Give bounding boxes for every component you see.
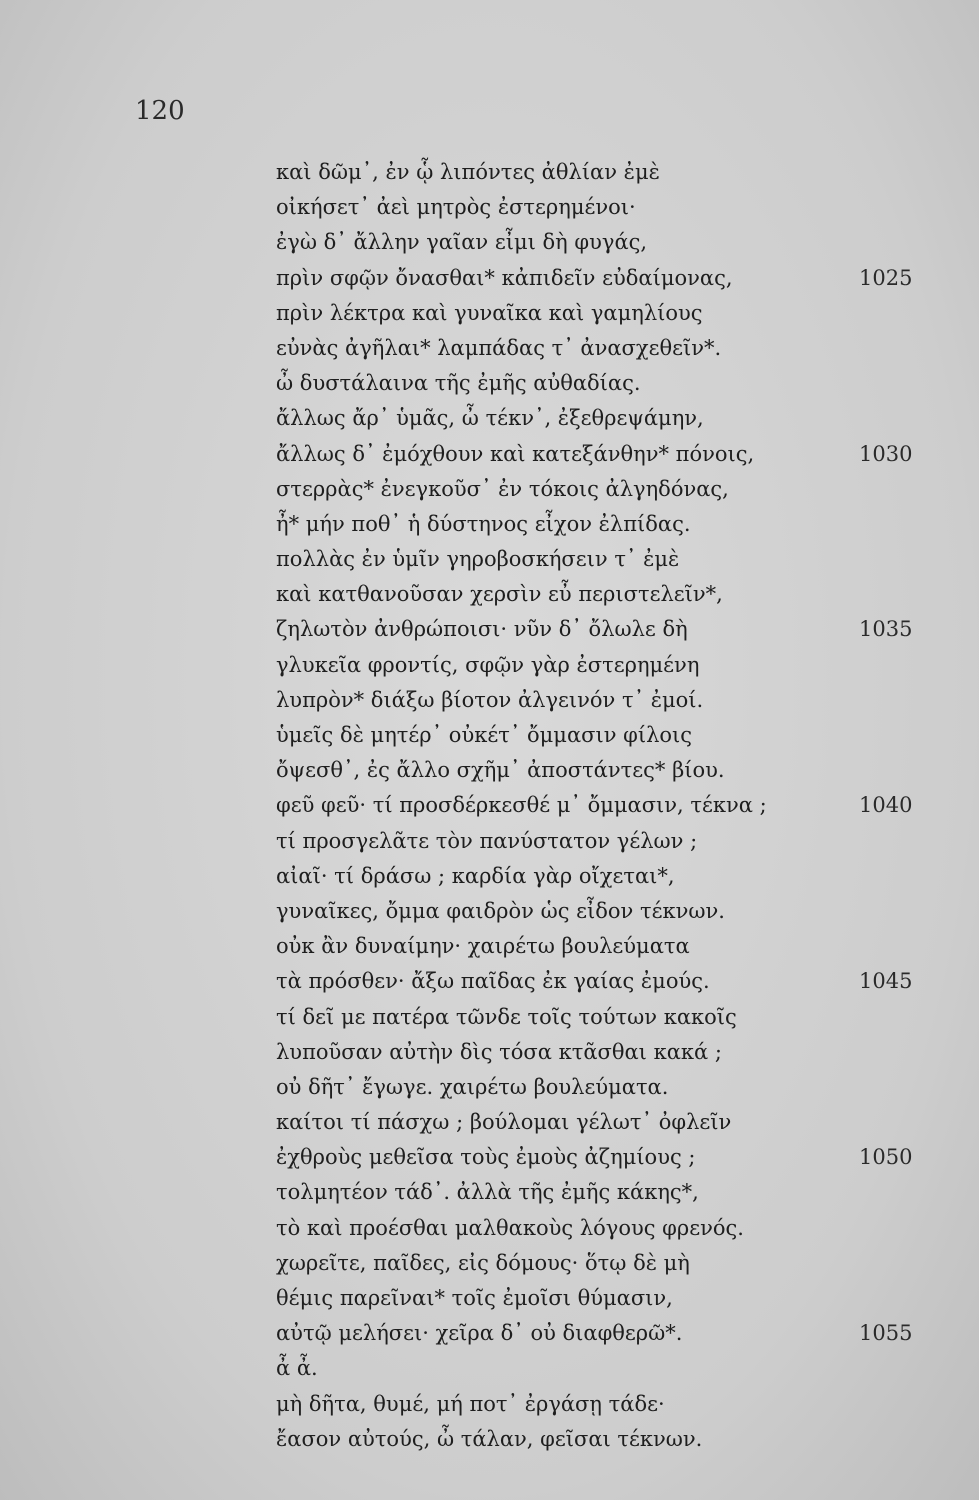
- verse-line: [276, 753, 936, 788]
- page-number: 120: [135, 96, 185, 126]
- verse-line: [276, 366, 936, 401]
- verse-text: αἰαῖ· τί δράσω ; καρδία γὰρ οἴχεται*,: [276, 863, 675, 888]
- verse-text: λυποῦσαν αὐτὴν δὶς τόσα κτᾶσθαι κακά ;: [276, 1039, 722, 1064]
- verse-text: πρὶν σφῷν ὄνασθαι* κἀπιδεῖν εὐδαίμονας,: [276, 265, 733, 290]
- verse-text: ἆ ἆ.: [276, 1356, 318, 1381]
- verse-text: λυπρὸν* διάξω βίοτον ἀλγεινόν τ᾽ ἐμοί.: [276, 687, 704, 712]
- verse-text: χωρεῖτε, παῖδες, εἰς δόμους· ὅτῳ δὲ μὴ: [276, 1250, 690, 1275]
- verse-text: ἄλλως ἄρ᾽ ὑμᾶς, ὦ τέκν᾽, ἐξεθρεψάμην,: [276, 406, 704, 431]
- line-number: 1040: [859, 793, 913, 818]
- verse-line: [276, 507, 936, 542]
- verse-text: καίτοι τί πάσχω ; βούλομαι γέλωτ᾽ ὀφλεῖν: [276, 1110, 732, 1135]
- verse-line: [276, 1140, 936, 1175]
- verse-line: [276, 331, 936, 366]
- verse-text: τί προσγελᾶτε τὸν πανύστατον γέλων ;: [276, 828, 698, 853]
- line-number: 1050: [859, 1145, 913, 1170]
- verse-line: [276, 401, 936, 436]
- verse-line: [276, 788, 936, 823]
- verse-text: φεῦ φεῦ· τί προσδέρκεσθέ μ᾽ ὄμμασιν, τέκνα ;: [276, 793, 767, 818]
- verse-text: τὰ πρόσθεν· ἄξω παῖδας ἐκ γαίας ἐμούς.: [276, 969, 710, 994]
- verse-text: ἦ* μήν ποθ᾽ ἡ δύστηνος εἶχον ἐλπίδας.: [276, 511, 691, 536]
- verse-line: [276, 1035, 936, 1070]
- verse-text: γυναῖκες, ὄμμα φαιδρὸν ὡς εἶδον τέκνων.: [276, 898, 725, 923]
- verse-text: ἐχθροὺς μεθεῖσα τοὺς ἐμοὺς ἀζημίους ;: [276, 1145, 696, 1170]
- verse-text: ἄλλως δ᾽ ἐμόχθουν καὶ κατεξάνθην* πόνοις,: [276, 441, 755, 466]
- verse-text: τί δεῖ με πατέρα τῶνδε τοῖς τούτων κακοῖς: [276, 1004, 737, 1029]
- verse-line: [276, 612, 936, 647]
- verse-text: οὐκ ἂν δυναίμην· χαιρέτω βουλεύματα: [276, 934, 690, 959]
- verse-line: [276, 1105, 936, 1140]
- verse-text: οἰκήσετ᾽ ἀεὶ μητρὸς ἐστερημένοι·: [276, 195, 636, 220]
- verse-text: καὶ κατθανοῦσαν χερσὶν εὖ περιστελεῖν*,: [276, 582, 723, 607]
- verse-line: [276, 1070, 936, 1105]
- verse-text: ὑμεῖς δὲ μητέρ᾽ οὐκέτ᾽ ὄμμασιν φίλοις: [276, 723, 693, 747]
- verse-line: [276, 824, 936, 859]
- verse-line: [276, 225, 936, 260]
- line-number: 1030: [859, 441, 913, 466]
- verse-text: πολλὰς ἐν ὑμῖν γηροβοσκήσειν τ᾽ ἐμὲ: [276, 547, 680, 572]
- verse-text: οὐ δῆτ᾽ ἔγωγε. χαιρέτω βουλεύματα.: [276, 1074, 669, 1099]
- verse-line: [276, 472, 936, 507]
- verse-line: [276, 1281, 936, 1316]
- verse-text: τολμητέον τάδ᾽. ἀλλὰ τῆς ἐμῆς κάκης*,: [276, 1180, 699, 1205]
- verse-block: [276, 155, 936, 1457]
- line-number: 1025: [859, 265, 913, 290]
- verse-text: ὄψεσθ᾽, ἐς ἄλλο σχῆμ᾽ ἀποστάντες* βίου.: [276, 758, 725, 783]
- verse-line: [276, 894, 936, 929]
- verse-line: [276, 859, 936, 894]
- verse-line: [276, 1211, 936, 1246]
- verse-line: [276, 437, 936, 472]
- verse-line: [276, 190, 936, 225]
- verse-text: αὐτῷ μελήσει· χεῖρα δ᾽ οὐ διαφθερῶ*.: [276, 1321, 683, 1346]
- verse-text: θέμις παρεῖναι* τοῖς ἐμοῖσι θύμασιν,: [276, 1286, 673, 1310]
- verse-text: πρὶν λέκτρα καὶ γυναῖκα καὶ γαμηλίους: [276, 300, 703, 325]
- verse-line: [276, 648, 936, 683]
- verse-line: [276, 261, 936, 296]
- verse-text: ἔασον αὐτούς, ὦ τάλαν, φεῖσαι τέκνων.: [276, 1426, 703, 1451]
- verse-text: γλυκεῖα φροντίς, σφῷν γὰρ ἐστερημένη: [276, 652, 700, 677]
- verse-text: στερρὰς* ἐνεγκοῦσ᾽ ἐν τόκοις ἀλγηδόνας,: [276, 476, 729, 501]
- verse-text: μὴ δῆτα, θυμέ, μή ποτ᾽ ἐργάσῃ τάδε·: [276, 1391, 665, 1416]
- verse-line: [276, 1175, 936, 1210]
- verse-line: [276, 929, 936, 964]
- line-number: 1045: [859, 969, 913, 994]
- verse-line: [276, 1387, 936, 1422]
- verse-line: [276, 296, 936, 331]
- verse-line: [276, 964, 936, 999]
- line-number: 1035: [859, 617, 913, 642]
- verse-line: [276, 1351, 936, 1386]
- verse-text: ὦ δυστάλαινα τῆς ἐμῆς αὐθαδίας.: [276, 371, 641, 396]
- verse-line: [276, 1000, 936, 1035]
- verse-text: εὐνὰς ἀγῆλαι* λαμπάδας τ᾽ ἀνασχεθεῖν*.: [276, 335, 722, 360]
- verse-line: [276, 155, 936, 190]
- verse-line: [276, 683, 936, 718]
- verse-text: ἐγὼ δ᾽ ἄλλην γαῖαν εἶμι δὴ φυγάς,: [276, 230, 648, 255]
- verse-line: [276, 1246, 936, 1281]
- line-number: 1055: [859, 1321, 913, 1346]
- verse-line: [276, 1316, 936, 1351]
- verse-line: [276, 577, 936, 612]
- verse-text: τὸ καὶ προέσθαι μαλθακοὺς λόγους φρενός.: [276, 1215, 744, 1240]
- verse-line: [276, 718, 936, 753]
- verse-line: [276, 542, 936, 577]
- verse-text: ζηλωτὸν ἀνθρώποισι· νῦν δ᾽ ὄλωλε δὴ: [276, 617, 688, 642]
- verse-line: [276, 1422, 936, 1457]
- verse-text: καὶ δῶμ᾽, ἐν ᾧ λιπόντες ἀθλίαν ἐμὲ: [276, 160, 660, 184]
